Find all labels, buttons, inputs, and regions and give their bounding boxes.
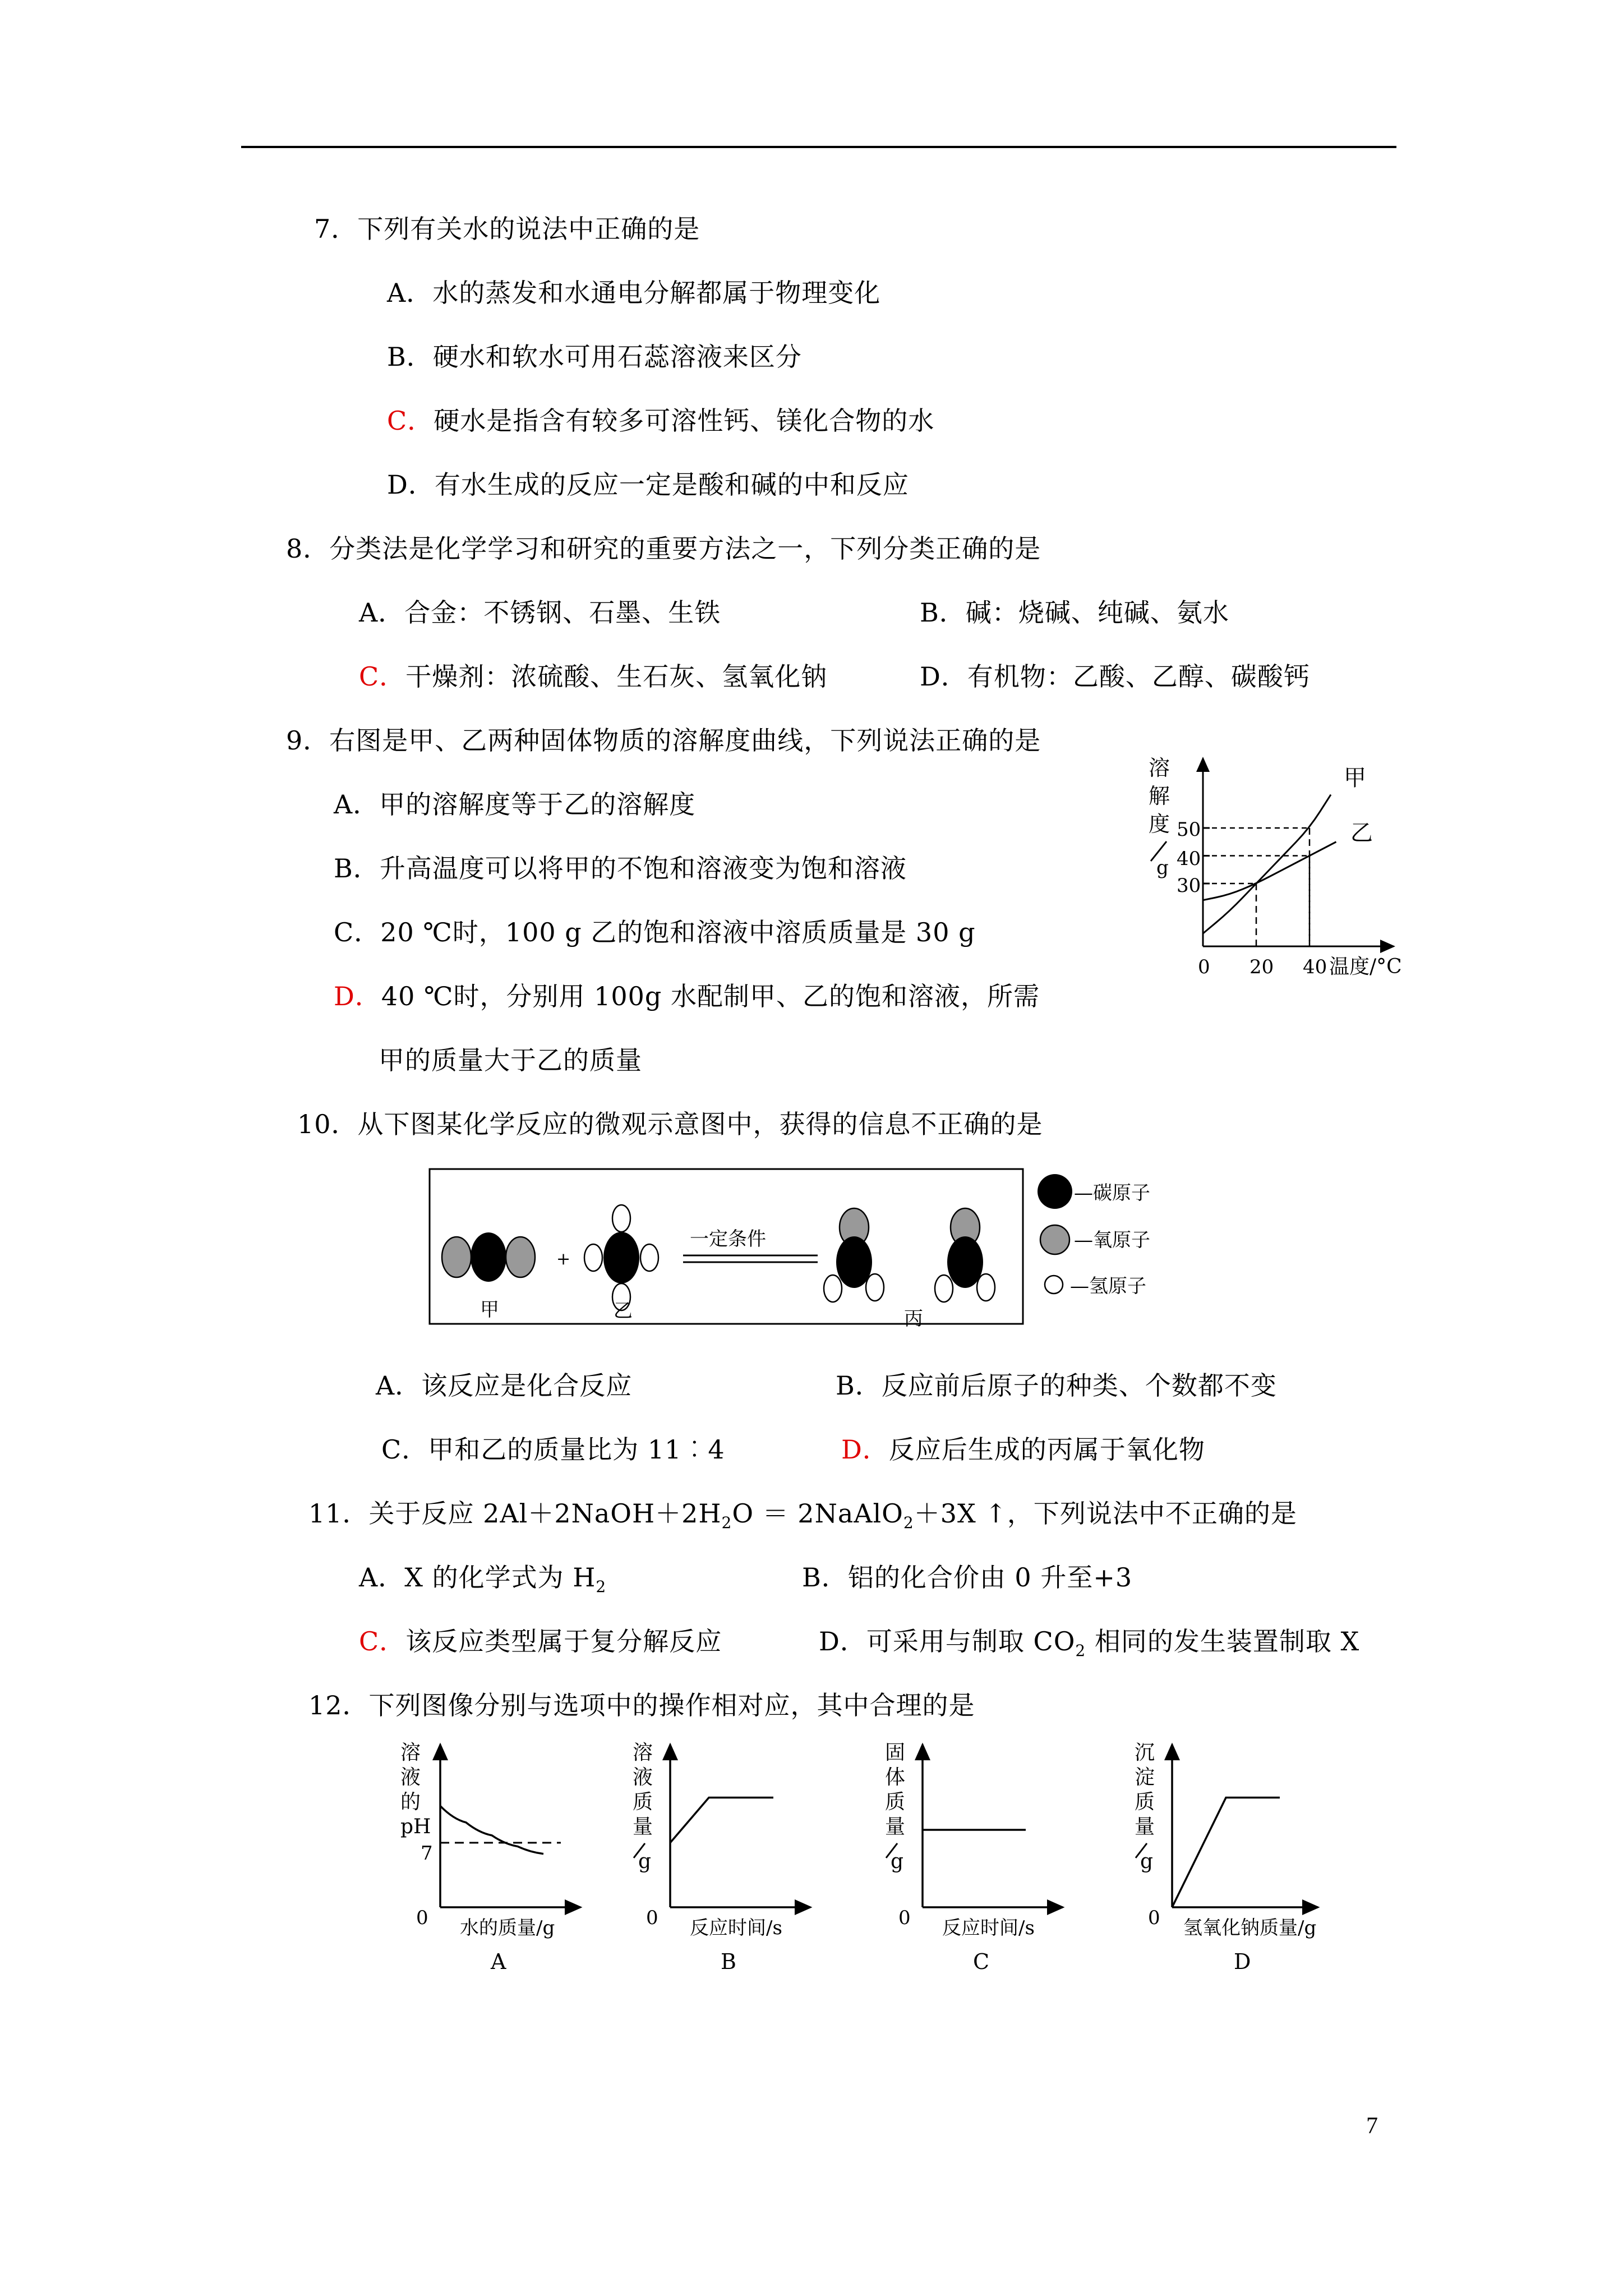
option-letter: D． [819, 1626, 866, 1657]
option-letter: A． [359, 597, 405, 628]
option-text: 水的蒸发和水通电分解都属于物理变化 [432, 278, 881, 308]
y-axis-label-char: 的 [400, 1791, 421, 1814]
carbon-legend-icon [1038, 1174, 1072, 1209]
q8-option-b [920, 596, 1229, 629]
q7-option-c [387, 404, 934, 438]
origin-label: 0 [1148, 1907, 1160, 1929]
y-axis-label-char: 液 [400, 1766, 421, 1789]
series-line-jia [1203, 795, 1331, 934]
y-axis-label-char: 量 [633, 1815, 653, 1838]
y-axis-label-char: 固 [885, 1741, 906, 1764]
q9-stem: 9．右图是甲、乙两种固体物质的溶解度曲线，下列说法正确的是 [286, 725, 1041, 756]
q10-option-a [376, 1369, 632, 1402]
reaction-condition: 一定条件 [690, 1228, 766, 1250]
series-label-yi: 乙 [1350, 820, 1373, 846]
option-text: 20 ℃时，100 g 乙的饱和溶液中溶质质量是 30 g [380, 917, 976, 947]
chart-caption: A [491, 1949, 506, 1974]
q7-stem: 7．下列有关水的说法中正确的是 [314, 214, 700, 244]
q7-option-a [387, 276, 880, 310]
x-axis-label: 水的质量/g [460, 1917, 555, 1939]
subscript: 2 [1075, 1641, 1086, 1660]
subscript: 2 [721, 1513, 732, 1532]
y-axis-label-unit: g [638, 1850, 652, 1873]
option-text-after: 相同的发生装置制取 X [1086, 1626, 1360, 1657]
y-axis-label-3: 度 [1149, 812, 1170, 836]
y-axis-label-char: 体 [885, 1766, 906, 1789]
option-text: 合金：不锈钢、石墨、生铁 [404, 597, 721, 628]
origin-label: 0 [416, 1907, 428, 1929]
option-text: 该反应是化合反应 [421, 1370, 633, 1401]
y-axis-label-unit: g [1140, 1850, 1154, 1873]
plus-sign: + [556, 1249, 571, 1269]
reaction-diagram [426, 1161, 1256, 1329]
molecule-bing-2 [935, 1208, 995, 1302]
y-tick-label: 30 [1177, 875, 1201, 897]
y-axis-label-1: 溶 [1149, 756, 1170, 780]
legend [1038, 1174, 1150, 1297]
y-axis-label-char: 溶 [633, 1741, 653, 1764]
hydrogen-atom [584, 1244, 602, 1271]
x-tick-label: 20 [1249, 956, 1274, 978]
molecule-bing-1 [824, 1208, 884, 1302]
series-label-jia: 甲 [1344, 765, 1366, 791]
answer-letter: C． [359, 661, 406, 692]
q11-option-b [802, 1561, 1132, 1594]
carbon-atom [471, 1232, 506, 1282]
y-axis-label-char: 质 [633, 1791, 653, 1814]
q11-stem [308, 1497, 1297, 1540]
answer-letter: D． [334, 981, 381, 1011]
hydrogen-atom [977, 1274, 995, 1301]
q8-option-c [359, 660, 827, 693]
chart-caption: B [721, 1949, 736, 1974]
option-letter: B． [334, 853, 380, 884]
option-text: 硬水是指含有较多可溶性钙、镁化合物的水 [434, 406, 935, 436]
option-text: X 的化学式为 H [404, 1562, 596, 1593]
hydrogen-legend-icon [1045, 1276, 1063, 1294]
series-line [440, 1806, 543, 1853]
option-letter: B． [802, 1562, 848, 1593]
option-text: 反应后生成的丙属于氧化物 [888, 1434, 1205, 1465]
oxygen-atom [506, 1237, 535, 1277]
y-axis-label-char: 量 [885, 1815, 906, 1838]
option-letter: D． [920, 661, 967, 692]
header-rule [241, 146, 1396, 148]
stem-part: ＋3X ↑，下列说法中不正确的是 [914, 1498, 1297, 1529]
hydrogen-atom [866, 1274, 884, 1301]
legend-hydrogen: —氢原子 [1070, 1275, 1146, 1297]
subscript: 2 [903, 1513, 914, 1532]
x-tick-label: 0 [1198, 956, 1210, 978]
option-text: 干燥剂：浓硫酸、生石灰、氢氧化钠 [405, 661, 828, 692]
carbon-atom [603, 1232, 639, 1283]
carbon-atom [947, 1236, 983, 1288]
oxygen-legend-icon [1040, 1225, 1069, 1254]
chart-b [623, 1739, 836, 1986]
legend-oxygen: —氧原子 [1074, 1229, 1150, 1251]
series-line [670, 1798, 773, 1843]
y-tick-label: 50 [1177, 818, 1201, 841]
label-yi: 乙 [614, 1300, 633, 1322]
option-text: 该反应类型属于复分解反应 [405, 1626, 722, 1657]
x-tick-label: 40 [1303, 956, 1327, 978]
option-text: 甲的溶解度等于乙的溶解度 [379, 789, 696, 820]
option-letter: A． [376, 1370, 422, 1401]
series-group [1203, 795, 1336, 934]
legend-carbon: —碳原子 [1074, 1182, 1150, 1204]
q11-option-c [359, 1625, 722, 1658]
subscript: 2 [596, 1577, 607, 1596]
x-axis-label: 氢氧化钠质量/g [1183, 1917, 1317, 1939]
x-axis-label: 反应时间/s [942, 1917, 1035, 1939]
chart-caption: D [1234, 1949, 1251, 1974]
stem-part: O ＝ 2NaAlO [732, 1498, 903, 1529]
y-axis-label-char: pH [400, 1815, 431, 1838]
option-text: 反应前后原子的种类、个数都不变 [881, 1370, 1277, 1401]
q9-option-b [334, 852, 907, 885]
option-letter: A． [334, 789, 380, 820]
option-text: 甲和乙的质量比为 11︰4 [428, 1434, 725, 1465]
q7-option-d [387, 468, 909, 501]
option-letter: C． [334, 917, 381, 947]
hydrogen-atom [935, 1275, 953, 1302]
x-axis-label: 温度/°C [1329, 955, 1402, 978]
series-line [1172, 1798, 1280, 1908]
q9-option-a [334, 788, 695, 821]
oxygen-atom [442, 1237, 471, 1277]
option-letter: D． [387, 470, 435, 500]
chart-c [875, 1739, 1088, 1986]
stem-part: 11．关于反应 2Al＋2NaOH＋2H [308, 1498, 722, 1529]
carbon-atom [836, 1236, 872, 1288]
option-letter: B． [387, 342, 433, 372]
q8-option-d [920, 660, 1310, 693]
y-axis-label-char: 溶 [400, 1741, 421, 1764]
q10-option-b [836, 1369, 1277, 1402]
option-letter: A． [387, 278, 433, 308]
q8-option-a [359, 596, 721, 629]
option-text: 有机物：乙酸、乙醇、碳酸钙 [967, 661, 1310, 692]
answer-letter: C． [387, 406, 434, 436]
y-axis-label-char: 量 [1135, 1815, 1155, 1838]
y-tick-label: 7 [421, 1842, 433, 1865]
y-tick-label: 40 [1177, 848, 1201, 870]
y-axis-label-unit: g [1156, 857, 1169, 879]
option-letter: B． [920, 597, 966, 628]
y-axis-label-char: 沉 [1135, 1741, 1155, 1764]
y-axis-label-char: 液 [633, 1766, 653, 1789]
option-text: 可采用与制取 CO [866, 1626, 1076, 1657]
x-axis-label: 反应时间/s [690, 1917, 782, 1939]
q11-option-a [359, 1561, 606, 1604]
option-text: 碱：烧碱、纯碱、氨水 [965, 597, 1229, 628]
y-axis-label-char: 质 [885, 1791, 906, 1814]
answer-letter: D． [841, 1434, 889, 1465]
q10-option-c [381, 1433, 725, 1466]
molecule-jia [442, 1232, 535, 1282]
option-text: 铝的化合价由 0 升至+3 [847, 1562, 1133, 1593]
series-line-yi [1203, 842, 1336, 900]
y-axis-label-unit: g [891, 1850, 904, 1873]
q9-option-d [334, 979, 1040, 1013]
option-letter: A． [359, 1562, 405, 1593]
q11-option-d [819, 1625, 1359, 1668]
label-jia: 甲 [480, 1299, 499, 1321]
option-letter: C． [381, 1434, 428, 1465]
molecule-yi [584, 1205, 658, 1310]
option-letter: B． [836, 1370, 882, 1401]
label-bing: 丙 [904, 1308, 923, 1329]
hydrogen-atom [640, 1244, 658, 1271]
answer-letter: C． [359, 1626, 406, 1657]
page-number: 7 [1366, 2113, 1378, 2139]
origin-label: 0 [646, 1907, 658, 1929]
y-axis-label-char: 质 [1135, 1791, 1155, 1814]
y-axis-label-char: 淀 [1135, 1766, 1155, 1789]
chart-d [1124, 1739, 1394, 1986]
option-text: 升高温度可以将甲的不饱和溶液变为饱和溶液 [379, 853, 907, 884]
q8-stem: 8．分类法是化学学习和研究的重要方法之一，下列分类正确的是 [286, 533, 1041, 564]
q10-option-d [841, 1433, 1205, 1466]
q10-stem: 10．从下图某化学反应的微观示意图中，获得的信息不正确的是 [297, 1109, 1043, 1139]
chart-a [393, 1739, 606, 1986]
q12-stem: 12．下列图像分别与选项中的操作相对应，其中合理的是 [308, 1690, 975, 1720]
origin-label: 0 [898, 1907, 911, 1929]
q9-option-c [334, 915, 976, 949]
chart-caption: C [973, 1949, 990, 1974]
option-text: 有水生成的反应一定是酸和碱的中和反应 [434, 470, 909, 500]
option-text: 硬水和软水可用石蕊溶液来区分 [432, 342, 802, 372]
hydrogen-atom [612, 1205, 630, 1232]
hydrogen-atom [824, 1275, 842, 1302]
q7-option-b [387, 340, 802, 374]
solubility-chart [1144, 746, 1492, 993]
q9-option-d-continued: 甲的质量大于乙的质量 [379, 1045, 642, 1075]
option-text: 40 ℃时，分别用 100g 水配制甲、乙的饱和溶液，所需 [381, 981, 1040, 1011]
y-axis-label-2: 解 [1149, 784, 1170, 808]
